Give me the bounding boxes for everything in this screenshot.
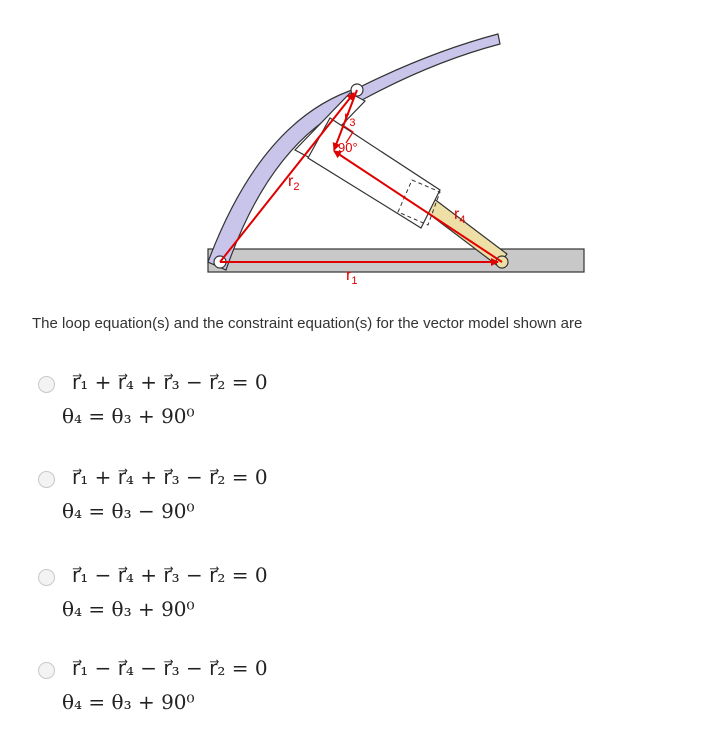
r1-label: $r_1$ — [346, 267, 358, 287]
loop-equation-3: r⃗₁ − r⃗₄ + r⃗₃ − r⃗₂ = 0 — [72, 563, 268, 587]
answer-option-2[interactable] — [38, 465, 458, 545]
constraint-equation-4: θ₄ = θ₃ + 90⁰ — [62, 690, 195, 714]
question-text: The loop equation(s) and the constraint equation(s) for the vector model shown are — [32, 315, 583, 332]
constraint-equation-2: θ₄ = θ₃ − 90⁰ — [62, 499, 195, 523]
loop-equation-4: r⃗₁ − r⃗₄ − r⃗₃ − r⃗₂ = 0 — [72, 656, 268, 680]
r2-label: $r_2$ — [288, 173, 300, 193]
answer-option-3[interactable] — [38, 563, 458, 643]
r3-label: $r_3$ — [344, 109, 356, 129]
loop-equation-2: r⃗₁ + r⃗₄ + r⃗₃ − r⃗₂ = 0 — [72, 465, 268, 489]
constraint-equation-3: θ₄ = θ₃ + 90⁰ — [62, 597, 195, 621]
radio-button-4[interactable] — [38, 662, 55, 679]
ground-link — [208, 249, 584, 272]
radio-button-1[interactable] — [38, 376, 55, 393]
answer-option-4[interactable] — [38, 656, 458, 736]
constraint-equation-1: θ₄ = θ₃ + 90⁰ — [62, 404, 195, 428]
r4-label: $r_4$ — [454, 206, 466, 226]
loop-equation-1: r⃗₁ + r⃗₄ + r⃗₃ − r⃗₂ = 0 — [72, 370, 268, 394]
vector-r4-line — [334, 151, 502, 262]
slider-body — [308, 118, 440, 228]
radio-button-2[interactable] — [38, 471, 55, 488]
vector-r2-line — [220, 93, 354, 262]
mechanism-diagram — [0, 0, 724, 300]
angle-label: 90° — [338, 140, 358, 155]
answer-option-1[interactable] — [38, 370, 458, 450]
radio-button-3[interactable] — [38, 569, 55, 586]
